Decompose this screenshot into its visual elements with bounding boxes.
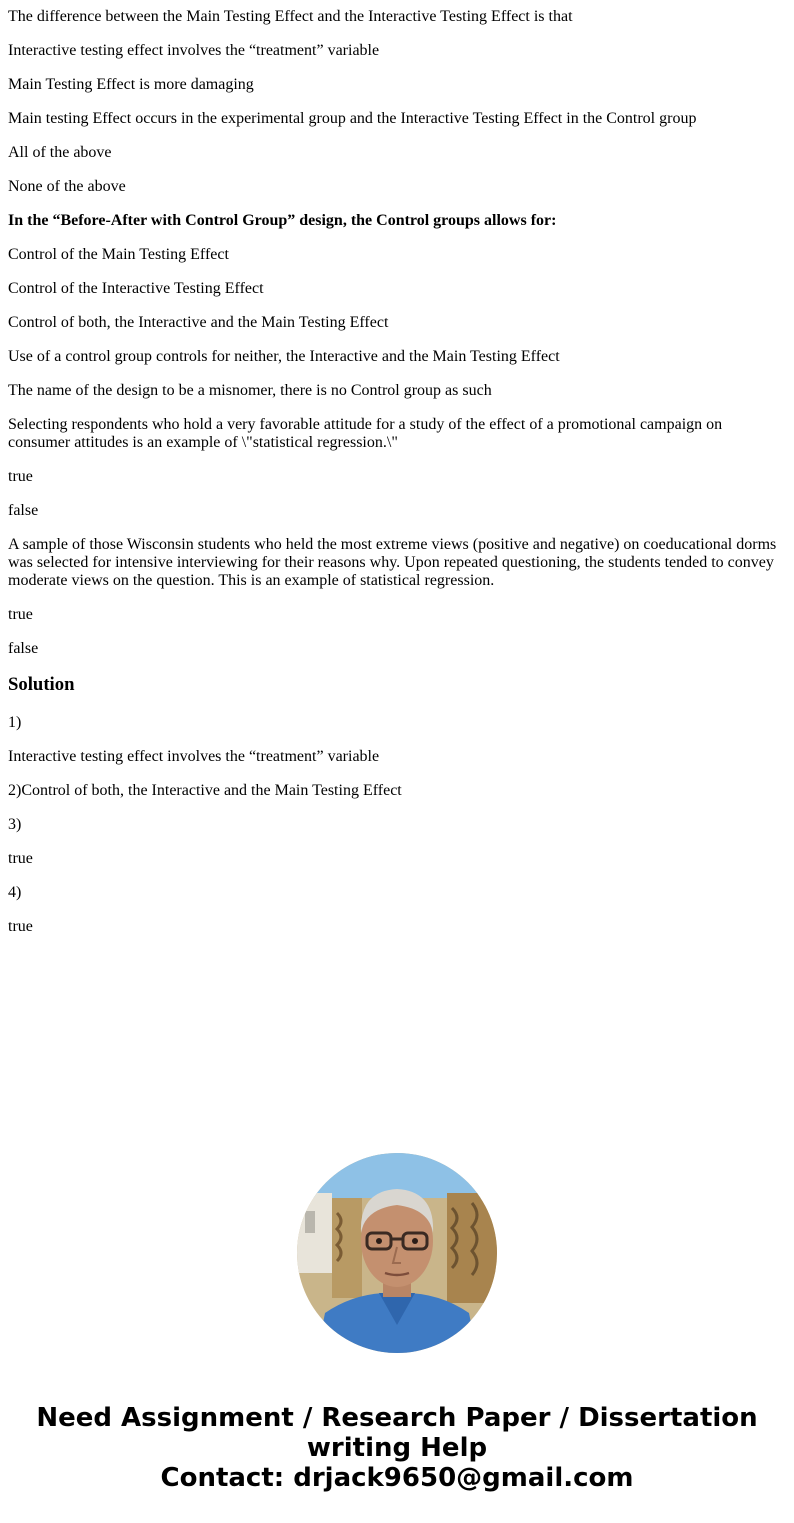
question-3-option: true	[8, 468, 33, 485]
footer-contact: Contact: drjack9650@gmail.com	[160, 1463, 634, 1493]
question-2-option: Use of a control group controls for neither, the Interactive and the Main Testing Effect	[8, 348, 560, 365]
question-1-option: None of the above	[8, 178, 126, 195]
question-2-stem: In the “Before-After with Control Group” design, the Control groups allows for:	[8, 212, 557, 229]
solution-line: true	[8, 918, 33, 935]
question-3-option: false	[8, 502, 39, 519]
question-1-option: Main testing Effect occurs in the experimental group and the Interactive Testing Effect in the Control group	[8, 110, 697, 127]
solution-line: Interactive testing effect involves the “treatment” variable	[8, 748, 380, 765]
footer-line-1: Need Assignment / Research Paper / Dissertation	[36, 1403, 758, 1433]
solution-line: 4)	[8, 884, 22, 901]
question-4-stem: A sample of those Wisconsin students who held the most extreme views (positive and negative) on coeducational dorms was selected for intensive interviewing for their reasons why. Upon repeated questioning, the students tended to convey moderate views on the question. This is an example of statistical regression.	[8, 536, 777, 589]
question-4-option: true	[8, 606, 33, 623]
question-1-stem: The difference between the Main Testing Effect and the Interactive Testing Effect is that	[8, 8, 573, 25]
question-1-option: Interactive testing effect involves the “treatment” variable	[8, 42, 380, 59]
question-2-option: Control of the Interactive Testing Effect	[8, 280, 264, 297]
solution-line: 1)	[8, 714, 22, 731]
solution-heading: Solution	[8, 674, 75, 695]
question-1-option: All of the above	[8, 144, 112, 161]
solution-line: true	[8, 850, 33, 867]
question-1-option: Main Testing Effect is more damaging	[8, 76, 254, 93]
question-2-option: Control of both, the Interactive and the Main Testing Effect	[8, 314, 389, 331]
question-4-option: false	[8, 640, 39, 657]
question-3-stem: Selecting respondents who hold a very favorable attitude for a study of the effect of a promotional campaign on consumer attitudes is an example of \"statistical regression.\"	[8, 416, 723, 451]
solution-line: 2)Control of both, the Interactive and the Main Testing Effect	[8, 782, 402, 799]
solution-line: 3)	[8, 816, 22, 833]
author-photo	[297, 1153, 497, 1353]
question-2-option: Control of the Main Testing Effect	[8, 246, 229, 263]
footer-banner	[0, 1403, 794, 1493]
question-2-option: The name of the design to be a misnomer, there is no Control group as such	[8, 382, 492, 399]
footer-line-2: writing Help	[306, 1433, 488, 1463]
